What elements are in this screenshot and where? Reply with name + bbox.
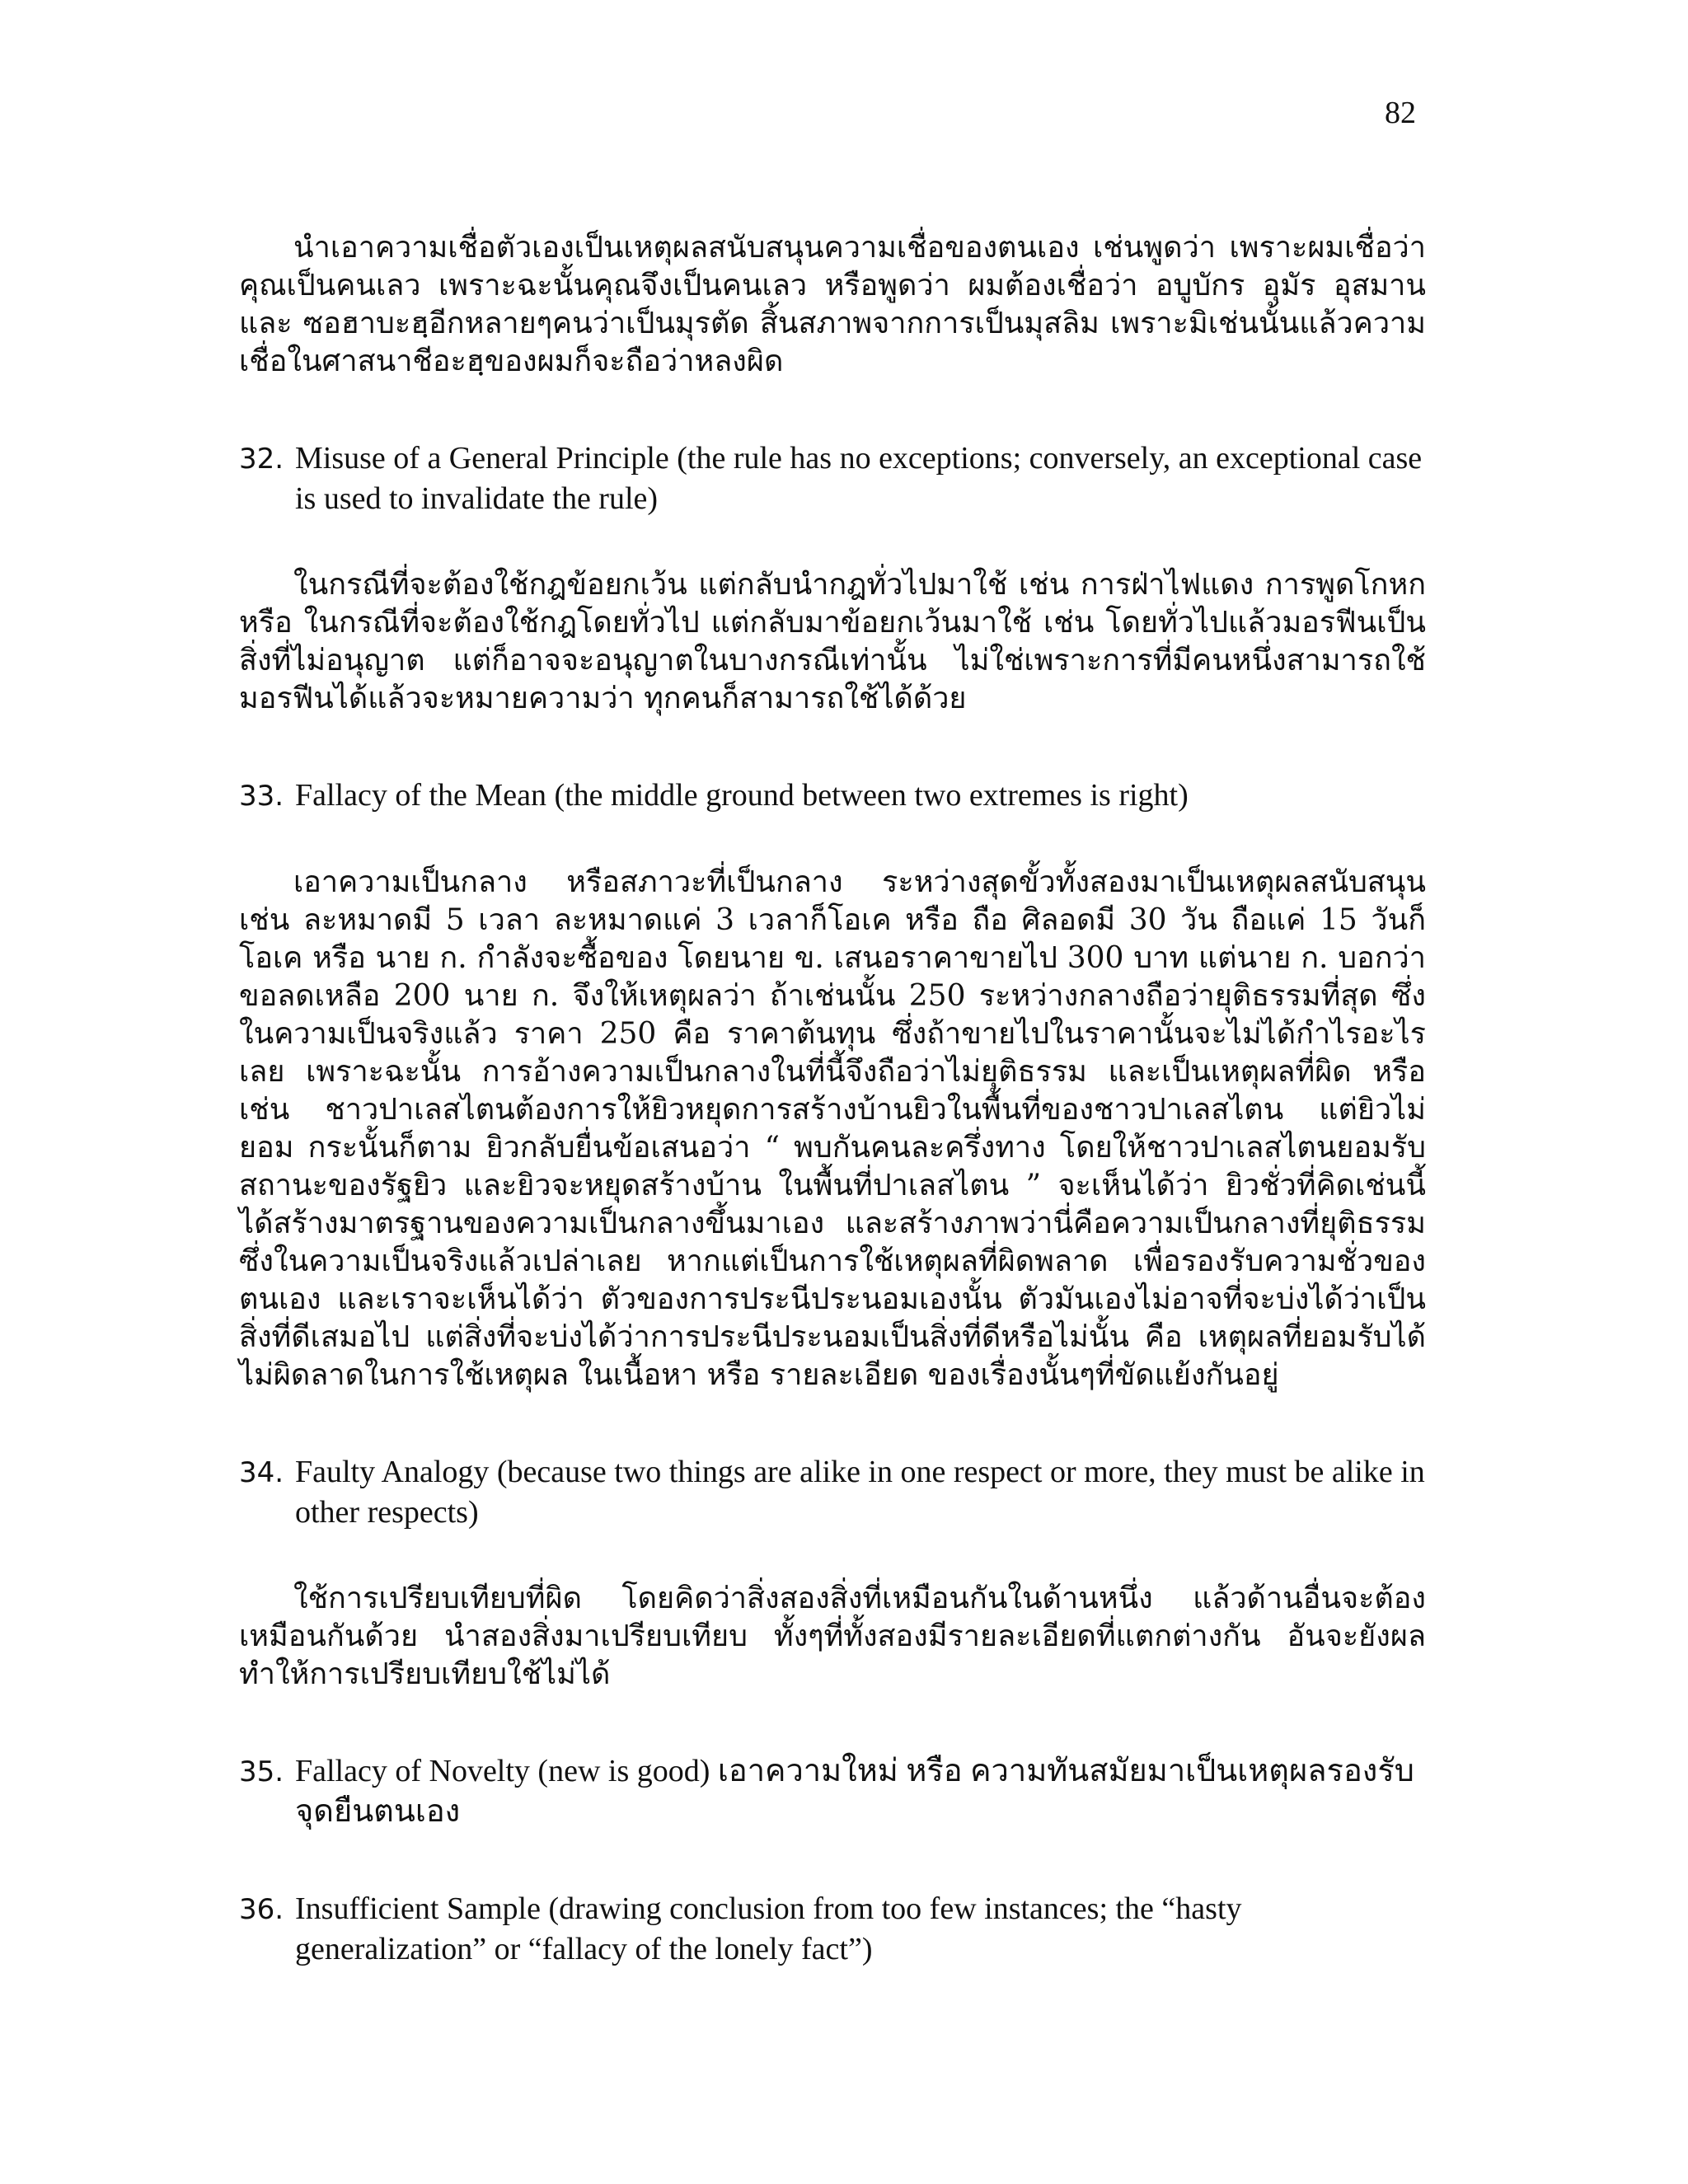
list-item-35 [239,1751,1426,1831]
spacer [239,718,1426,776]
paragraph-faulty-analogy: ใช้การเปรียบเทียบที่ผิด โดยคิดว่าสิ่งสองสิ่งที่เหมือนกันในด้านหนึ่ง แล้วด้านอื่นจะต้องเหมือนกันด้วย นำสองสิ่งมาเปรียบเทียบ ทั้งๆที่ทั้งสองมีรายละเอียดที่แตกต่างกัน อันจะยังผลทำให้การเปรียบเทียบใช้ไม่ได้ [239,1582,1426,1691]
list-item-32 [239,438,1426,518]
spacer [239,1831,1426,1889]
spacer [239,381,1426,438]
page-content [239,229,1426,1969]
spacer [239,1394,1426,1452]
list-item-text: Faulty Analogy (because two things are alike in one respect or more, they must be alike in other respects) [295,1455,1425,1530]
paragraph-misuse-general-principle: ในกรณีที่จะต้องใช้กฎข้อยกเว้น แต่กลับนำกฎทั่วไปมาใช้ เช่น การฝ่าไฟแดง การพูดโกหก หรือ ในกรณีที่จะต้องใช้กฎโดยทั่วไป แต่กลับมาข้อยกเว้นมาใช้ เช่น โดยทั่วไปแล้วมอรฟีนเป็นสิ่งที่ไม่อนุญาต แต่ก็อาจจะอนุญาตในบางกรณีเท่านั้น ไม่ใช่เพราะการที่มีคนหนึ่งสามารถใช้มอรฟีนได้แล้วจะหมายความว่า ทุกคนก็สามารถใช้ได้ด้วย [239,568,1426,715]
list-item-text: Fallacy of Novelty (new is good) เอาความใหม่ หรือ ความทันสมัยมาเป็นเหตุผลรองรับจุดยืนตนเอง [295,1754,1414,1829]
spacer [239,1694,1426,1751]
spacer [239,518,1426,566]
spacer [239,816,1426,864]
list-item-number: 35. [239,1755,284,1788]
page-number: 82 [1385,96,1416,130]
list-item-number: 36. [239,1893,284,1926]
list-item-number: 32. [239,443,284,476]
list-item-36 [239,1889,1426,1969]
list-item-33 [239,776,1426,816]
paragraph-fallacy-of-mean: เอาความเป็นกลาง หรือสภาวะที่เป็นกลาง ระหว่างสุดขั้วทั้งสองมาเป็นเหตุผลสนับสนุน เช่น ละหมาดมี 5 เวลา ละหมาดแค่ 3 เวลาก็โอเค หรือ ถือ ศิลอดมี 30 วัน ถือแค่ 15 วันก็โอเค หรือ นาย ก. กำลังจะซื้อของ โดยนาย ข. เสนอราคาขายไป 300 บาท แต่นาย ก. บอกว่า ขอลดเหลือ 200 นาย ก. จึงให้เหตุผลว่า ถ้าเช่นนั้น 250 ระหว่างกลางถือว่ายุติธรรมที่สุด ซึ่งในความเป็นจริงแล้ว ราคา 250 คือ ราคาต้นทุน ซึ่งถ้าขายไปในราคานั้นจะไม่ได้กำไรอะไรเลย เพราะฉะนั้น การอ้างความเป็นกลางในที่นี้จึงถือว่าไม่ยุติธรรม และเป็นเหตุผลที่ผิด หรือ เช่น ชาวปาเลสไตนต้องการให้ยิวหยุดการสร้างบ้านยิวในพื้นที่ของชาวปาเลสไตน แต่ยิวไม่ยอม กระนั้นก็ตาม ยิวกลับยื่นข้อเสนอว่า “ พบกันคนละครึ่งทาง โดยให้ชาวปาเลสไตนยอมรับสถานะของรัฐยิว และยิวจะหยุดสร้างบ้าน ในพื้นที่ปาเลสไตน ” จะเห็นได้ว่า ยิวชั่วที่คิดเช่นนี้ ได้สร้างมาตรฐานของความเป็นกลางขึ้นมาเอง และสร้างภาพว่านี่คือความเป็นกลางที่ยุติธรรม ซึ่งในความเป็นจริงแล้วเปล่าเลย หากแต่เป็นการใช้เหตุผลที่ผิดพลาด เพื่อรองรับความชั่วของตนเอง และเราจะเห็นได้ว่า ตัวของการประนีประนอมเองนั้น ตัวมันเองไม่อาจที่จะบ่งได้ว่าเป็นสิ่งที่ดีเสมอไป แต่สิ่งที่จะบ่งได้ว่าการประนีประนอมเป็นสิ่งที่ดีหรือไม่นั้น คือ เหตุผลที่ยอมรับได้ ไม่ผิดลาดในการใช้เหตุผล ในเนื้อหา หรือ รายละเอียด ของเรื่องนั้นๆที่ขัดแย้งกันอยู่ [239,865,1426,1392]
list-item-number: 33. [239,780,284,813]
list-item-text: Misuse of a General Principle (the rule has no exceptions; conversely, an exceptional case is used to invalidate the rule) [295,441,1423,516]
list-item-text: Fallacy of the Mean (the middle ground between two extremes is right) [295,778,1189,813]
list-item-number: 34. [239,1456,284,1489]
list-item-text: Insufficient Sample (drawing conclusion from too few instances; the “hasty generalization” or “fallacy of the lonely fact”) [295,1891,1242,1966]
spacer [239,1532,1426,1580]
list-item-34 [239,1452,1426,1532]
paragraph-intro: นำเอาความเชื่อตัวเองเป็นเหตุผลสนับสนุนความเชื่อของตนเอง เช่นพูดว่า เพราะผมเชื่อว่าคุณเป็นคนเลว เพราะฉะนั้นคุณจึงเป็นคนเลว หรือพูดว่า ผมต้องเชื่อว่า อบูบักร อุมัร อุสมาน และ ซอฮาบะฮฺอีกหลายๆคนว่าเป็นมุรตัด สิ้นสภาพจากการเป็นมุสลิม เพราะมิเช่นนั้นแล้วความเชื่อในศาสนาชีอะฮฺของผมก็จะถือว่าหลงผิด [239,231,1426,378]
